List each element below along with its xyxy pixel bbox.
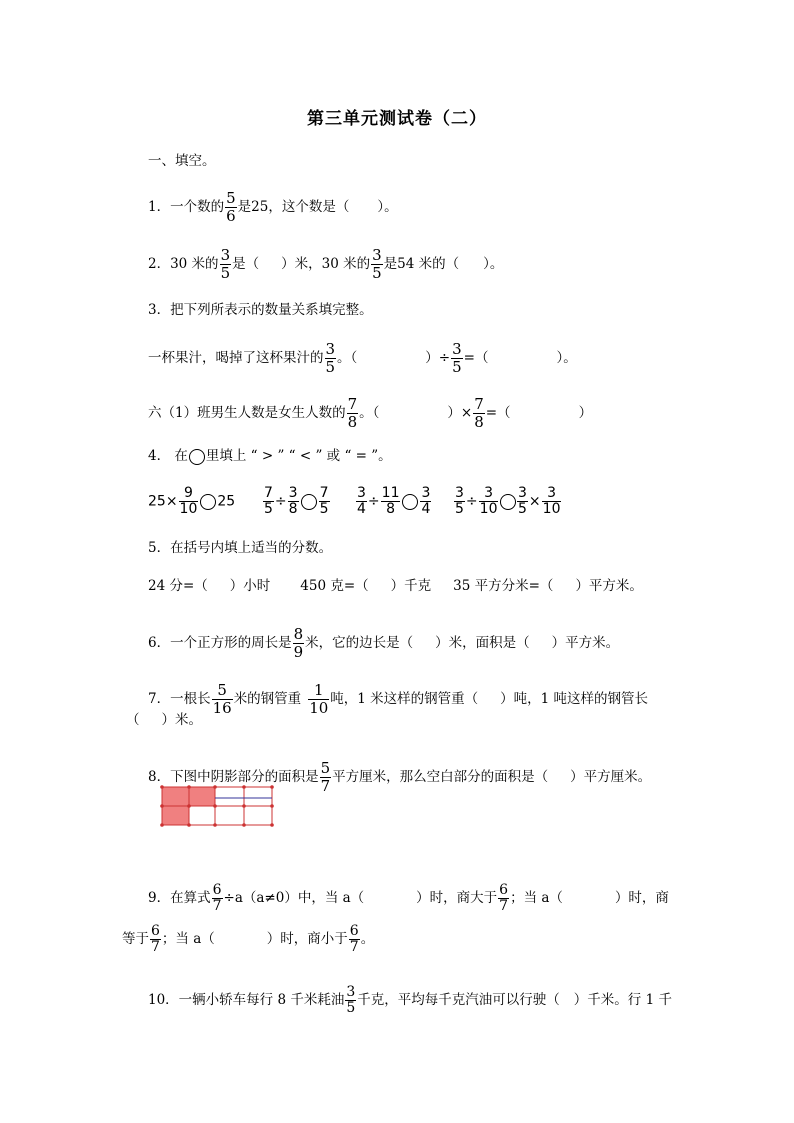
- fraction: $\frac{5}{16}$: [212, 681, 232, 717]
- circle-blank-icon: [189, 449, 205, 465]
- question-8: 8．下图中阴影部分的面积是 $\frac{5}{7}$ 平方厘米，那么空白部分的面积是（ ）平方厘米。: [148, 759, 652, 795]
- page-title: 第三单元测试卷（二）: [307, 109, 487, 129]
- fraction: $\frac{3}{5}$: [325, 340, 336, 376]
- fraction: $\frac{7}{8}$: [474, 395, 484, 431]
- question-3: 3．把下列所表示的数量关系填完整。: [148, 302, 373, 318]
- question-3a: 一杯果汁，喝掉了这杯果汁的 $\frac{3}{5}$ 。（ ）÷ $\frac{3}{5}$ =（ ）。: [148, 340, 577, 376]
- question-9-cont: 等于 $\frac{6}{7}$ ；当 a（ ）时，商小于 $\frac{6}{7}$ 。: [122, 923, 375, 955]
- fraction: $\frac{3}{5}$: [518, 485, 527, 517]
- question-7: 7．一根长 $\frac{5}{16}$ 米的钢管重 $\frac{1}{10}$ 吨，1 米这样的钢管重（ ）吨，1 吨这样的钢管长: [148, 681, 649, 717]
- fraction: $\frac{9}{10}$: [179, 485, 198, 517]
- fraction: $\frac{3}{5}$: [372, 246, 382, 282]
- fraction: $\frac{5}{6}$: [226, 189, 236, 225]
- fraction: $\frac{3}{5}$: [220, 246, 231, 282]
- question-4: 4． 在 里填上 “ > ” “ < ” 或 “ = ”。: [148, 448, 392, 464]
- fraction: $\frac{11}{8}$: [381, 485, 400, 517]
- question-10: 10．一辆小轿车每行 8 千米耗油 $\frac{3}{5}$ 千克，平均每千克汽油可以行驶（ ）千米。行 1 千: [148, 984, 672, 1016]
- compare-expression-4: $\frac{3}{5}$ ÷ $\frac{3}{10}$: [453, 486, 517, 517]
- compare-circle[interactable]: [301, 494, 317, 510]
- question-1: 1．一个数的 $\frac{5}{6}$ 是25，这个数是（ ）。: [148, 189, 398, 225]
- fraction: $\frac{3}{5}$: [346, 984, 356, 1016]
- fraction: $\frac{6}{7}$: [212, 882, 222, 914]
- fraction: $\frac{5}{7}$: [320, 759, 331, 795]
- fraction: $\frac{3}{10}$: [542, 485, 561, 517]
- question-3b: 六（1）班男生人数是女生人数的 $\frac{7}{8}$ 。（ ）× $\frac{7}{8}$ =（ ）: [148, 395, 593, 431]
- fraction: $\frac{7}{5}$: [319, 485, 329, 517]
- question-5a: 24 分=（ ）小时 450 克=（ ）千克 35 平方分米=（ ）平方米。: [148, 578, 643, 594]
- section-heading: 一、填空。: [148, 153, 216, 169]
- fraction: $\frac{3}{10}$: [479, 485, 498, 517]
- shaded-cell: [162, 787, 189, 806]
- fraction: $\frac{6}{7}$: [151, 923, 160, 955]
- fraction: $\frac{6}{7}$: [349, 923, 359, 955]
- shaded-cell: [162, 806, 189, 825]
- question-9: 9．在算式 $\frac{6}{7}$ ÷a（a≠0）中，当 a（ ）时，商大于 $\frac{6}{7}$ ；当 a（ ）时，商: [148, 882, 669, 914]
- fraction: $\frac{7}{8}$: [347, 395, 358, 431]
- fraction: $\frac{1}{10}$: [309, 681, 329, 717]
- fraction: $\frac{8}{9}$: [293, 625, 304, 661]
- question-6: 6．一个正方形的周长是 $\frac{8}{9}$ 米，它的边长是（ ）米，面积是（ ）平方米。: [148, 625, 620, 661]
- compare-expression-3: $\frac{3}{4}$ ÷ $\frac{11}{8}$ $\frac{3}{4}$: [357, 485, 431, 517]
- area-grid-figure: [160, 785, 278, 829]
- question-7-cont: （ ）米。: [126, 712, 202, 728]
- fraction: $\frac{3}{5}$: [455, 485, 464, 517]
- question-5: 5．在括号内填上适当的分数。: [148, 540, 333, 556]
- compare-circle[interactable]: [402, 494, 418, 510]
- compare-circle[interactable]: [500, 494, 516, 510]
- fraction: $\frac{7}{5}$: [264, 485, 273, 517]
- compare-expression-1: 25× $\frac{9}{10}$ 25: [148, 485, 236, 517]
- compare-circle[interactable]: [200, 494, 216, 510]
- compare-expression-5: $\frac{3}{5}$ × $\frac{3}{10}$: [518, 485, 561, 517]
- compare-expression-2: $\frac{7}{5}$ ÷ $\frac{3}{8}$ $\frac{7}{5}$: [264, 485, 329, 517]
- fraction: $\frac{3}{4}$: [421, 485, 431, 517]
- fraction: $\frac{6}{7}$: [499, 882, 509, 914]
- fraction: $\frac{3}{5}$: [452, 340, 462, 376]
- fraction: $\frac{3}{4}$: [357, 485, 366, 517]
- shaded-cell: [189, 787, 215, 806]
- question-2: 2．30 米的 $\frac{3}{5}$ 是（ ）米，30 米的 $\frac{3}{5}$ 是54 米的（ ）。: [148, 246, 504, 282]
- fraction: $\frac{3}{8}$: [288, 485, 298, 517]
